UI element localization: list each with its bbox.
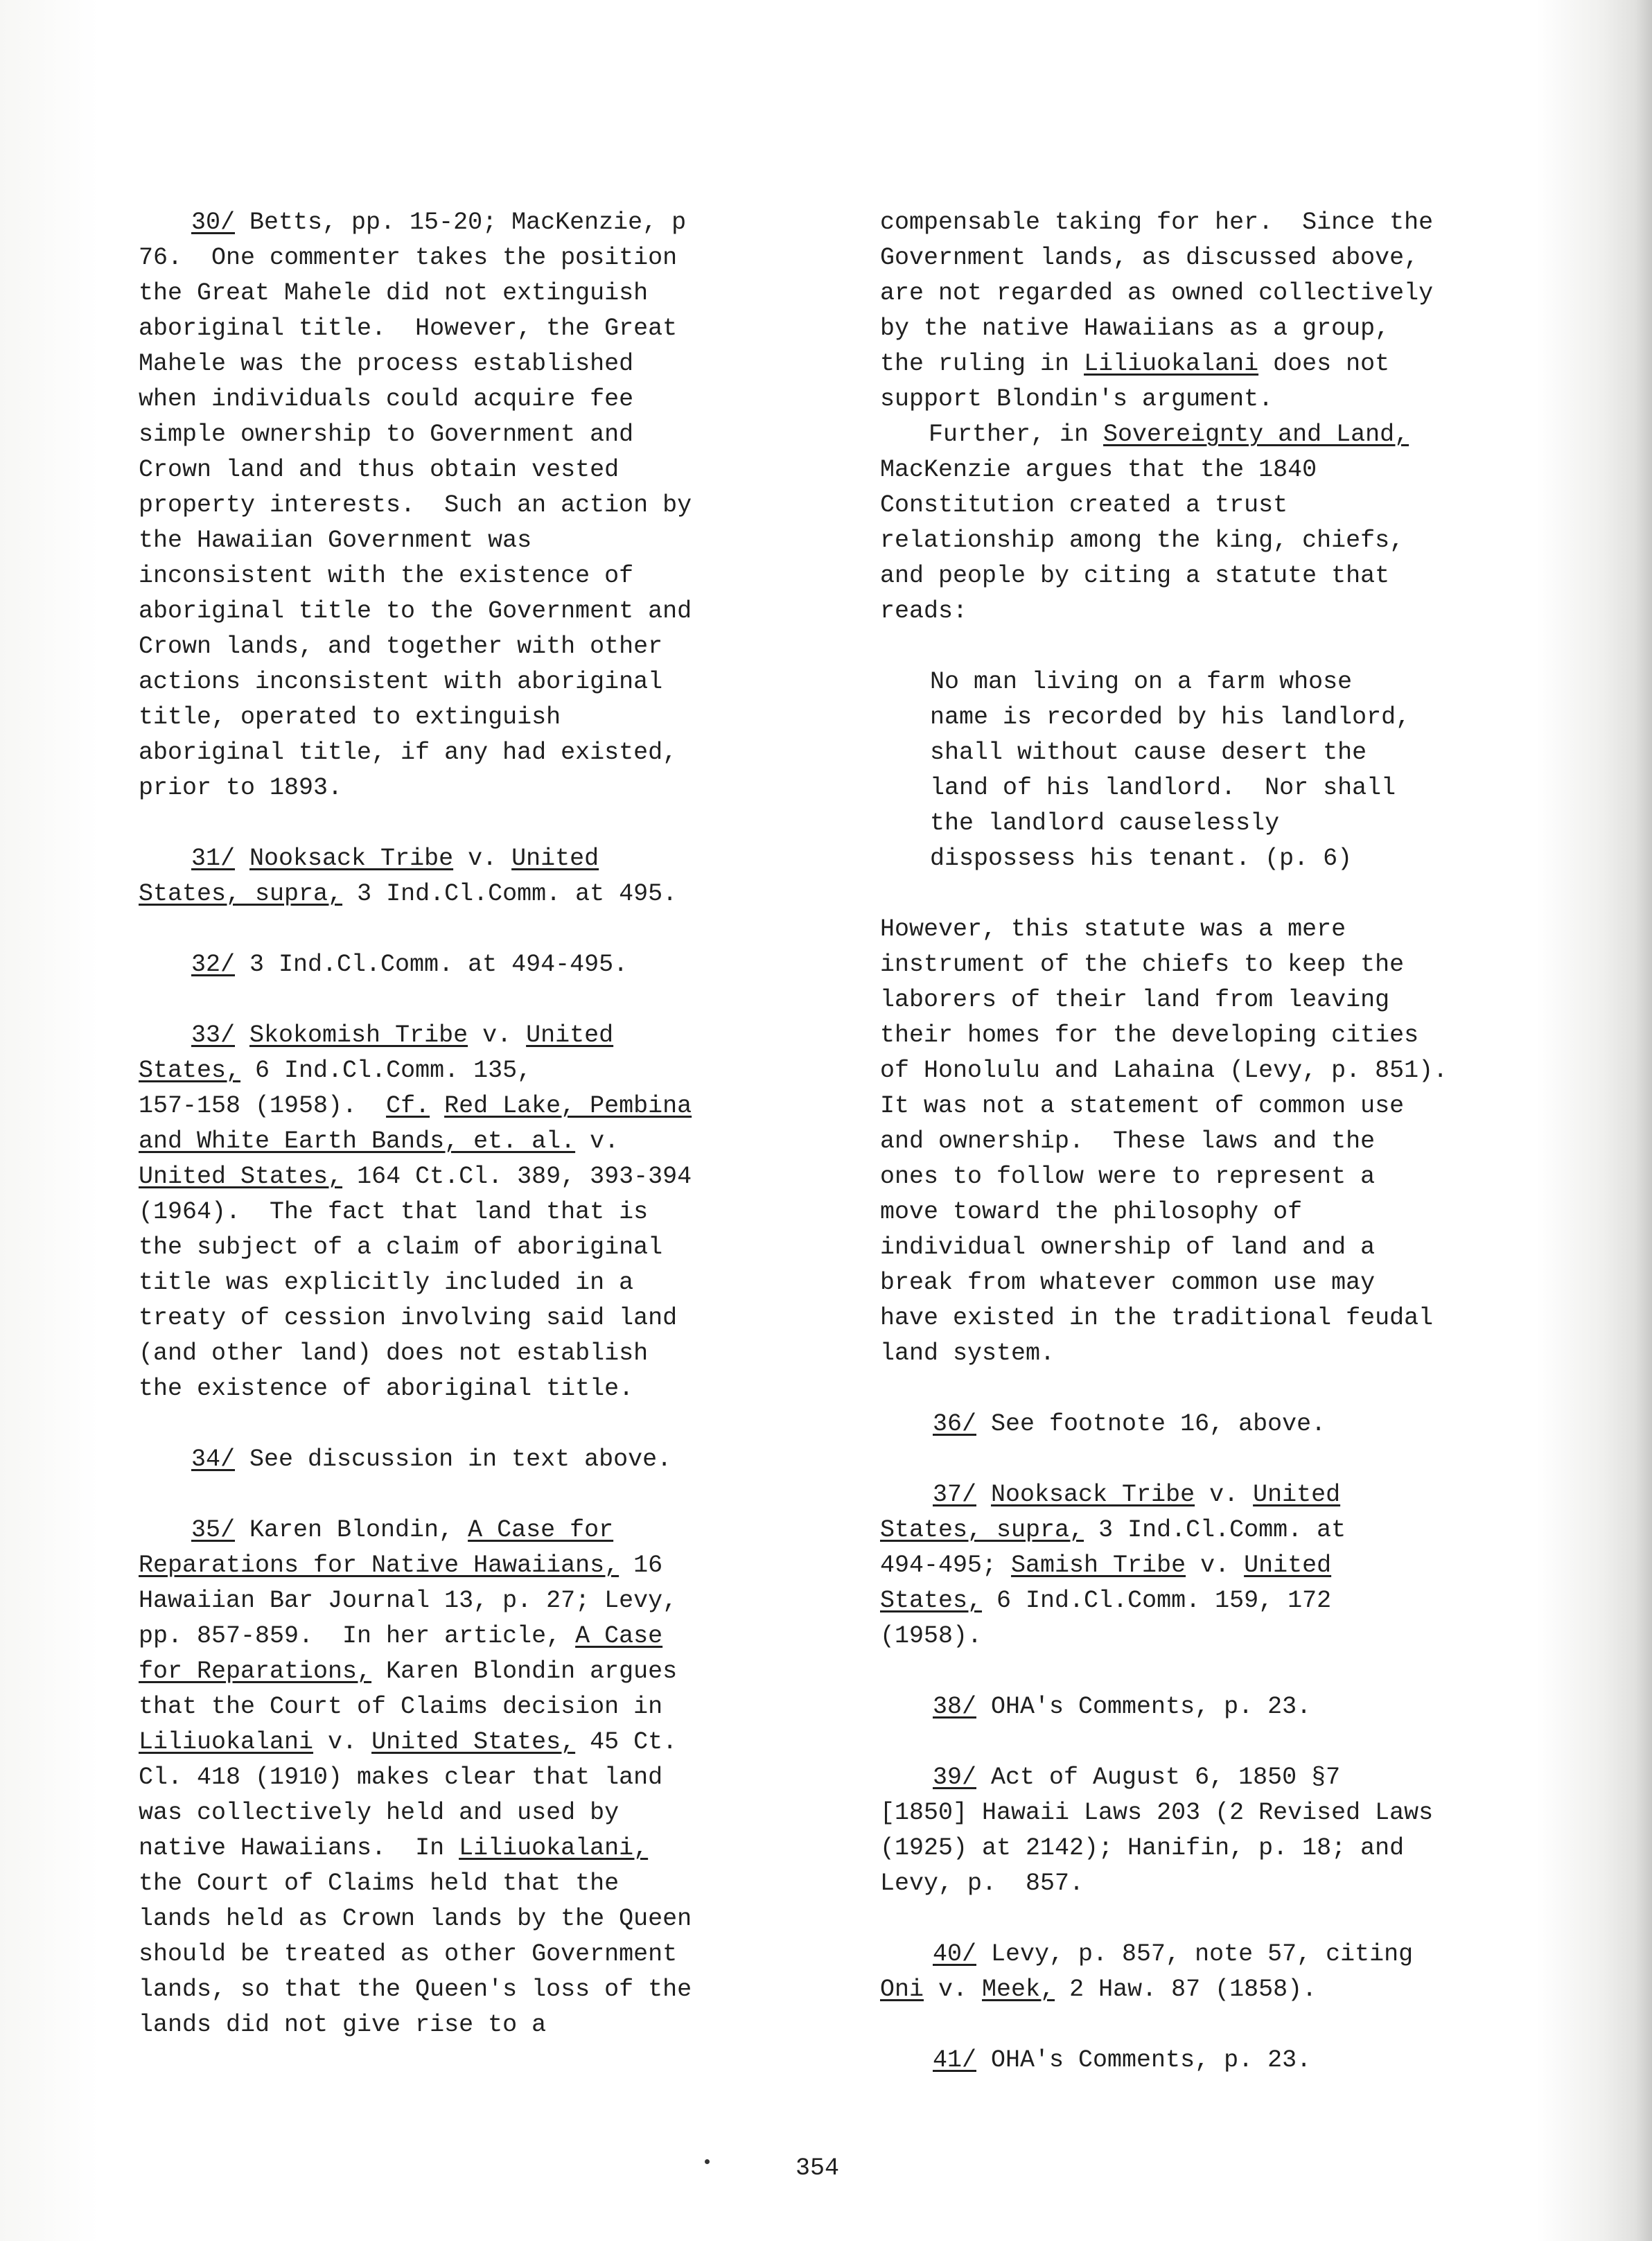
text-line [139,665,804,700]
text-line [139,947,804,983]
text-line [880,1937,1545,1972]
underlined-text: United [1253,1481,1341,1509]
text-run: actions inconsistent with aboriginal [139,668,663,696]
text-line [880,205,1545,240]
text-run: relationship among the king, chiefs, [880,527,1405,554]
text-line [880,452,1545,488]
text-run: have existed in the traditional feudal [880,1304,1434,1332]
text-line [139,1866,804,1901]
text-run: does not [1258,350,1390,378]
text-line [139,735,804,771]
underlined-text: 33/ [191,1021,236,1049]
text-line [139,2007,804,2043]
text-line [880,1018,1545,1053]
text-line [139,1195,804,1230]
underlined-text: States, [139,1057,241,1084]
text-run: Mahele was the process established [139,350,634,378]
text-line [139,559,804,594]
underlined-text: United [1244,1552,1332,1579]
text-line [139,1124,804,1159]
underlined-text: 37/ [933,1481,977,1509]
text-run: lands, so that the Queen's loss of the [139,1976,692,2003]
text-line [880,912,1545,947]
paragraph-gap [139,806,804,841]
text-run: aboriginal title to the Government and [139,597,692,625]
text-line [880,382,1545,417]
underlined-text: Liliuokalani, [459,1834,649,1862]
text-run: their homes for the developing cities [880,1021,1419,1049]
text-run: simple ownership to Government and [139,421,634,448]
text-line [880,1301,1545,1336]
text-run: lands did not give rise to a [139,2011,547,2039]
paragraph-gap [880,2007,1545,2043]
paragraph-gap [139,912,804,947]
text-line [139,240,804,276]
text-line [139,1230,804,1265]
text-run: was collectively held and used by [139,1799,620,1827]
text-run: v. [453,845,512,872]
text-run: the ruling in [880,350,1084,378]
text-line [880,1548,1545,1583]
text-line [139,276,804,311]
stray-dot-mark [705,2159,710,2164]
text-run: 6 Ind.Cl.Comm. 135, [240,1057,532,1084]
text-line [880,841,1545,877]
text-run: MacKenzie argues that the 1840 [880,456,1317,484]
underlined-text: United [511,845,599,872]
text-line [139,771,804,806]
right-column [880,205,1545,2078]
text-run: the Hawaiian Government was [139,527,532,554]
text-run: land system. [880,1339,1055,1367]
paragraph-gap [139,1477,804,1513]
text-line [880,1760,1545,1795]
text-line [880,1230,1545,1265]
text-run: the landlord causelessly [930,809,1280,837]
text-run: lands held as Crown lands by the Queen [139,1905,692,1933]
text-run: inconsistent with the existence of [139,562,634,590]
text-run: 157-158 (1958). [139,1092,387,1120]
text-line [139,629,804,665]
text-line [139,417,804,452]
text-line [880,1265,1545,1301]
text-run: instrument of the chiefs to keep the [880,951,1405,978]
text-run: Karen Blondin, [235,1516,468,1544]
text-line [139,1725,804,1760]
text-line [880,346,1545,382]
paragraph-gap [880,1371,1545,1407]
text-line [880,1972,1545,2007]
underlined-text: States, supra, [139,880,343,908]
text-run: OHA's Comments, p. 23. [976,1693,1312,1721]
text-run: land of his landlord. Nor shall [930,774,1396,802]
text-line [139,1442,804,1477]
text-run: v. [1195,1481,1254,1509]
text-line [880,735,1545,771]
underlined-text: Cf. [386,1092,430,1120]
text-run: Act of August 6, 1850 §7 [976,1764,1341,1791]
underlined-text: 35/ [191,1516,236,1544]
underlined-text: Samish Tribe [1011,1552,1186,1579]
text-run: v. [924,1976,983,2003]
text-line [139,205,804,240]
underlined-text: United [526,1021,614,1049]
text-run: title, operated to extinguish [139,703,561,731]
text-line [139,382,804,417]
underlined-text: 40/ [933,1940,977,1968]
text-run: v. [468,1021,527,1049]
text-run: v. [575,1127,620,1155]
text-line [139,1301,804,1336]
underlined-text: Reparations for Native Hawaiians, [139,1552,620,1579]
text-line [880,240,1545,276]
text-run: individual ownership of land and a [880,1233,1376,1261]
text-line [880,1195,1545,1230]
underlined-text: Sovereignty and Land, [1103,421,1409,448]
paragraph-gap [880,1654,1545,1689]
underlined-text: 36/ [933,1410,977,1438]
text-line [880,1866,1545,1901]
text-line [139,1159,804,1195]
text-line [880,1795,1545,1831]
text-run: Cl. 418 (1910) makes clear that land [139,1764,663,1791]
text-run: ones to follow were to represent a [880,1163,1376,1190]
text-run: the Court of Claims held that the [139,1870,620,1897]
text-line [139,1654,804,1689]
text-line [139,1548,804,1583]
text-line [880,1583,1545,1619]
text-line [139,1053,804,1089]
underlined-text: Skokomish Tribe [249,1021,468,1049]
text-line [139,1336,804,1371]
text-run: 494-495; [880,1552,1012,1579]
underlined-text: 41/ [933,2046,977,2074]
text-run: 3 Ind.Cl.Comm. at [1084,1516,1346,1544]
underlined-text: States, [880,1587,983,1615]
text-line [139,700,804,735]
text-line [880,488,1545,523]
underlined-text: 34/ [191,1445,236,1473]
text-line [139,1513,804,1548]
text-line [139,1937,804,1972]
text-run: v. [1186,1552,1245,1579]
text-run: See discussion in text above. [235,1445,672,1473]
text-run: (1958). [880,1622,983,1650]
paragraph-gap [880,1442,1545,1477]
text-line [139,877,804,912]
text-run: Constitution created a trust [880,491,1288,519]
text-line [880,1089,1545,1124]
text-line [880,1053,1545,1089]
text-line [880,1336,1545,1371]
text-run: Karen Blondin argues [371,1658,678,1685]
left-column [139,205,804,2043]
text-run: support Blondin's argument. [880,385,1274,413]
text-line [139,1901,804,1937]
underlined-text: 31/ [191,845,236,872]
text-run: Government lands, as discussed above, [880,244,1419,272]
text-line [139,594,804,629]
underlined-text: 32/ [191,951,236,978]
text-line [880,1407,1545,1442]
text-line [139,346,804,382]
underlined-text: Meek, [982,1976,1055,2003]
text-line [880,806,1545,841]
text-run: OHA's Comments, p. 23. [976,2046,1312,2074]
text-run: 45 Ct. [575,1728,678,1756]
text-run: prior to 1893. [139,774,343,802]
text-line [139,1795,804,1831]
text-run: v. [313,1728,372,1756]
text-line [139,488,804,523]
text-line [880,311,1545,346]
underlined-text: A Case for [468,1516,614,1544]
text-line [139,523,804,559]
text-run: laborers of their land from leaving [880,986,1390,1014]
text-run: title was explicitly included in a [139,1269,634,1297]
paragraph-gap [880,1901,1545,1937]
text-run: shall without cause desert the [930,739,1367,766]
text-line [139,1371,804,1407]
text-line [139,1689,804,1725]
text-run: See footnote 16, above. [976,1410,1326,1438]
underlined-text: Liliuokalani [139,1728,314,1756]
underlined-text: Nooksack Tribe [991,1481,1195,1509]
text-run: the existence of aboriginal title. [139,1375,634,1403]
text-run: break from whatever common use may [880,1269,1376,1297]
text-line [139,452,804,488]
underlined-text: 30/ [191,209,236,236]
text-run: [1850] Hawaii Laws 203 (2 Revised Laws [880,1799,1434,1827]
text-line [880,276,1545,311]
text-run: However, this statute was a mere [880,915,1346,943]
page-edge-shadow [1635,0,1652,2241]
text-run: and people by citing a statute that [880,562,1390,590]
text-run: 164 Ct.Cl. 389, 393-394 [342,1163,692,1190]
text-run: pp. 857-859. In her article, [139,1622,576,1650]
paragraph-gap [880,1725,1545,1760]
text-line [880,947,1545,983]
underlined-text: States, supra, [880,1516,1084,1544]
paragraph-gap [139,983,804,1018]
text-run: the subject of a claim of aboriginal [139,1233,663,1261]
text-line [139,1619,804,1654]
page-number: 354 [796,2154,840,2182]
underlined-text: Oni [880,1976,924,2003]
text-run: aboriginal title. However, the Great [139,315,678,342]
text-line [880,2043,1545,2078]
text-run: (and other land) does not establish [139,1339,649,1367]
text-run: property interests. Such an action by [139,491,692,519]
text-line [880,771,1545,806]
text-run: when individuals could acquire fee [139,385,634,413]
text-run: name is recorded by his landlord, [930,703,1411,731]
text-line [139,1265,804,1301]
underlined-text: Nooksack Tribe [249,845,454,872]
text-run: that the Court of Claims decision in [139,1693,663,1721]
underlined-text: A Case [575,1622,663,1650]
text-run: Hawaiian Bar Journal 13, p. 27; Levy, [139,1587,678,1615]
text-line [139,1831,804,1866]
underlined-text: United States, [371,1728,576,1756]
text-line [880,1477,1545,1513]
text-run: Levy, p. 857, note 57, citing [976,1940,1414,1968]
text-run [430,1092,444,1120]
text-run: should be treated as other Government [139,1940,678,1968]
underlined-text: for Reparations, [139,1658,372,1685]
text-run: and ownership. These laws and the [880,1127,1376,1155]
text-run: (1925) at 2142); Hanifin, p. 18; and [880,1834,1405,1862]
text-line [139,1760,804,1795]
paragraph-gap [139,1407,804,1442]
text-run [235,845,249,872]
text-run: move toward the philosophy of [880,1198,1303,1226]
text-run: Crown lands, and together with other [139,633,663,660]
text-line [139,1089,804,1124]
paragraph-gap [880,877,1545,912]
text-run: (1964). The fact that land that is [139,1198,649,1226]
text-run: 2 Haw. 87 (1858). [1055,1976,1317,2003]
text-line [880,1689,1545,1725]
text-line [139,1583,804,1619]
text-line [880,523,1545,559]
text-line [880,417,1545,452]
text-run: dispossess his tenant. (p. 6) [930,845,1353,872]
text-run: by the native Hawaiians as a group, [880,315,1390,342]
text-run: aboriginal title, if any had existed, [139,739,678,766]
text-run: the Great Mahele did not extinguish [139,279,649,307]
text-line [880,665,1545,700]
text-run: native Hawaiians. In [139,1834,459,1862]
text-run: It was not a statement of common use [880,1092,1405,1120]
paragraph-gap [880,629,1545,665]
text-run: 76. One commenter takes the position [139,244,678,272]
text-run: Further, in [929,421,1104,448]
text-line [139,311,804,346]
text-line [880,559,1545,594]
underlined-text: 39/ [933,1764,977,1791]
text-run: are not regarded as owned collectively [880,279,1434,307]
text-run: compensable taking for her. Since the [880,209,1434,236]
underlined-text: and White Earth Bands, et. al. [139,1127,576,1155]
text-line [880,700,1545,735]
text-run: 3 Ind.Cl.Comm. at 495. [342,880,678,908]
text-run: 6 Ind.Cl.Comm. 159, 172 [982,1587,1332,1615]
text-run [235,1021,249,1049]
text-line [139,1018,804,1053]
text-line [880,1124,1545,1159]
text-line [880,594,1545,629]
text-line [880,1619,1545,1654]
text-run: No man living on a farm whose [930,668,1353,696]
underlined-text: Red Lake, Pembina [444,1092,692,1120]
text-run: reads: [880,597,968,625]
text-line [880,1159,1545,1195]
text-run: 16 [619,1552,663,1579]
text-run: Betts, pp. 15-20; MacKenzie, p [235,209,687,236]
text-run: 3 Ind.Cl.Comm. at 494-495. [235,951,629,978]
text-run: treaty of cession involving said land [139,1304,678,1332]
text-run: Crown land and thus obtain vested [139,456,620,484]
text-run: Levy, p. 857. [880,1870,1084,1897]
text-line [880,1513,1545,1548]
text-line [139,1972,804,2007]
underlined-text: 38/ [933,1693,977,1721]
underlined-text: United States, [139,1163,343,1190]
text-run [976,1481,991,1509]
text-line [880,983,1545,1018]
text-line [880,1831,1545,1866]
text-run: of Honolulu and Lahaina (Levy, p. 851). [880,1057,1448,1084]
text-line [139,841,804,877]
underlined-text: Liliuokalani [1084,350,1259,378]
